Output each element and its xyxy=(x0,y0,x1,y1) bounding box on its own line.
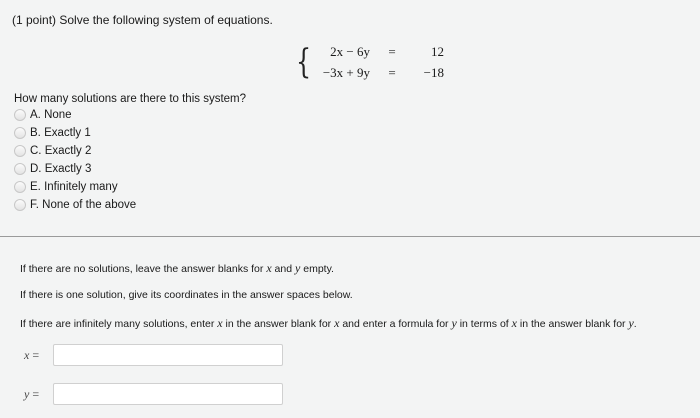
option-d[interactable] xyxy=(17,160,136,178)
x-answer-row xyxy=(24,344,283,366)
radio-button[interactable] xyxy=(14,163,26,175)
instruction-text: empty. xyxy=(300,263,334,275)
instruction-text: and enter a formula for xyxy=(339,318,452,330)
equals-sign: = xyxy=(29,386,40,401)
variable-x: x xyxy=(24,347,30,362)
y-field-label xyxy=(24,387,53,402)
equation-row-1 xyxy=(314,44,444,60)
option-e[interactable] xyxy=(17,178,136,196)
instruction-text: If there are infinitely many solutions, enter xyxy=(20,318,218,330)
equation-relation: = xyxy=(388,44,396,59)
x-answer-input[interactable] xyxy=(53,344,283,366)
left-brace: { xyxy=(296,42,312,82)
equation-lhs: −3x + 9y xyxy=(322,65,370,80)
variable-y: y xyxy=(451,316,457,330)
option-letter: B. xyxy=(30,127,41,139)
question-text: How many solutions are there to this system? xyxy=(14,93,247,105)
equation-row-2 xyxy=(314,65,444,81)
instruction-one-solution: If there is one solution, give its coordinates in the answer spaces below. xyxy=(20,289,353,301)
instruction-text: If there are no solutions, leave the answer blanks for xyxy=(20,263,267,275)
option-letter: A. xyxy=(30,109,41,121)
option-label: Exactly 2 xyxy=(44,145,92,157)
option-letter: F. xyxy=(30,199,39,211)
instruction-text: and xyxy=(271,263,295,275)
variable-y: y xyxy=(628,316,634,330)
equals-sign: = xyxy=(29,347,40,362)
equation-lhs: 2x − 6y xyxy=(330,44,370,59)
instruction-text: in the answer blank for xyxy=(516,318,629,330)
y-answer-input[interactable] xyxy=(53,383,283,405)
option-label: None of the above xyxy=(42,199,137,211)
option-label: Exactly 3 xyxy=(44,163,92,175)
y-answer-row xyxy=(24,383,283,405)
variable-x: x xyxy=(217,316,223,330)
radio-button[interactable] xyxy=(14,145,26,157)
variable-y: y xyxy=(295,261,301,275)
option-c[interactable] xyxy=(17,142,136,160)
option-b[interactable] xyxy=(17,124,136,142)
equation-rhs: 12 xyxy=(431,44,444,59)
option-letter: C. xyxy=(30,145,42,157)
option-f[interactable] xyxy=(17,196,136,214)
instruction-text: in terms of xyxy=(456,318,512,330)
problem-prompt: (1 point) Solve the following system of equations. xyxy=(12,13,273,27)
instruction-text: . xyxy=(633,318,637,330)
variable-x: x xyxy=(511,316,517,330)
radio-button[interactable] xyxy=(14,109,26,121)
answer-options xyxy=(17,106,136,214)
instruction-no-solution xyxy=(20,261,334,276)
variable-x: x xyxy=(334,316,340,330)
equation-rhs: −18 xyxy=(423,65,444,80)
option-label: None xyxy=(44,109,72,121)
x-field-label xyxy=(24,348,53,363)
instruction-infinite-solutions xyxy=(20,316,637,331)
option-a[interactable] xyxy=(17,106,136,124)
radio-button[interactable] xyxy=(14,181,26,193)
radio-button[interactable] xyxy=(14,199,26,211)
option-letter: E. xyxy=(30,181,41,193)
option-letter: D. xyxy=(30,163,42,175)
variable-y: y xyxy=(24,386,30,401)
variable-x: x xyxy=(266,261,272,275)
instruction-text: in the answer blank for xyxy=(222,318,335,330)
section-divider xyxy=(0,236,700,237)
radio-button[interactable] xyxy=(14,127,26,139)
option-label: Infinitely many xyxy=(44,181,118,193)
equation-relation: = xyxy=(388,65,396,80)
option-label: Exactly 1 xyxy=(44,127,91,139)
equation-system xyxy=(296,40,446,84)
